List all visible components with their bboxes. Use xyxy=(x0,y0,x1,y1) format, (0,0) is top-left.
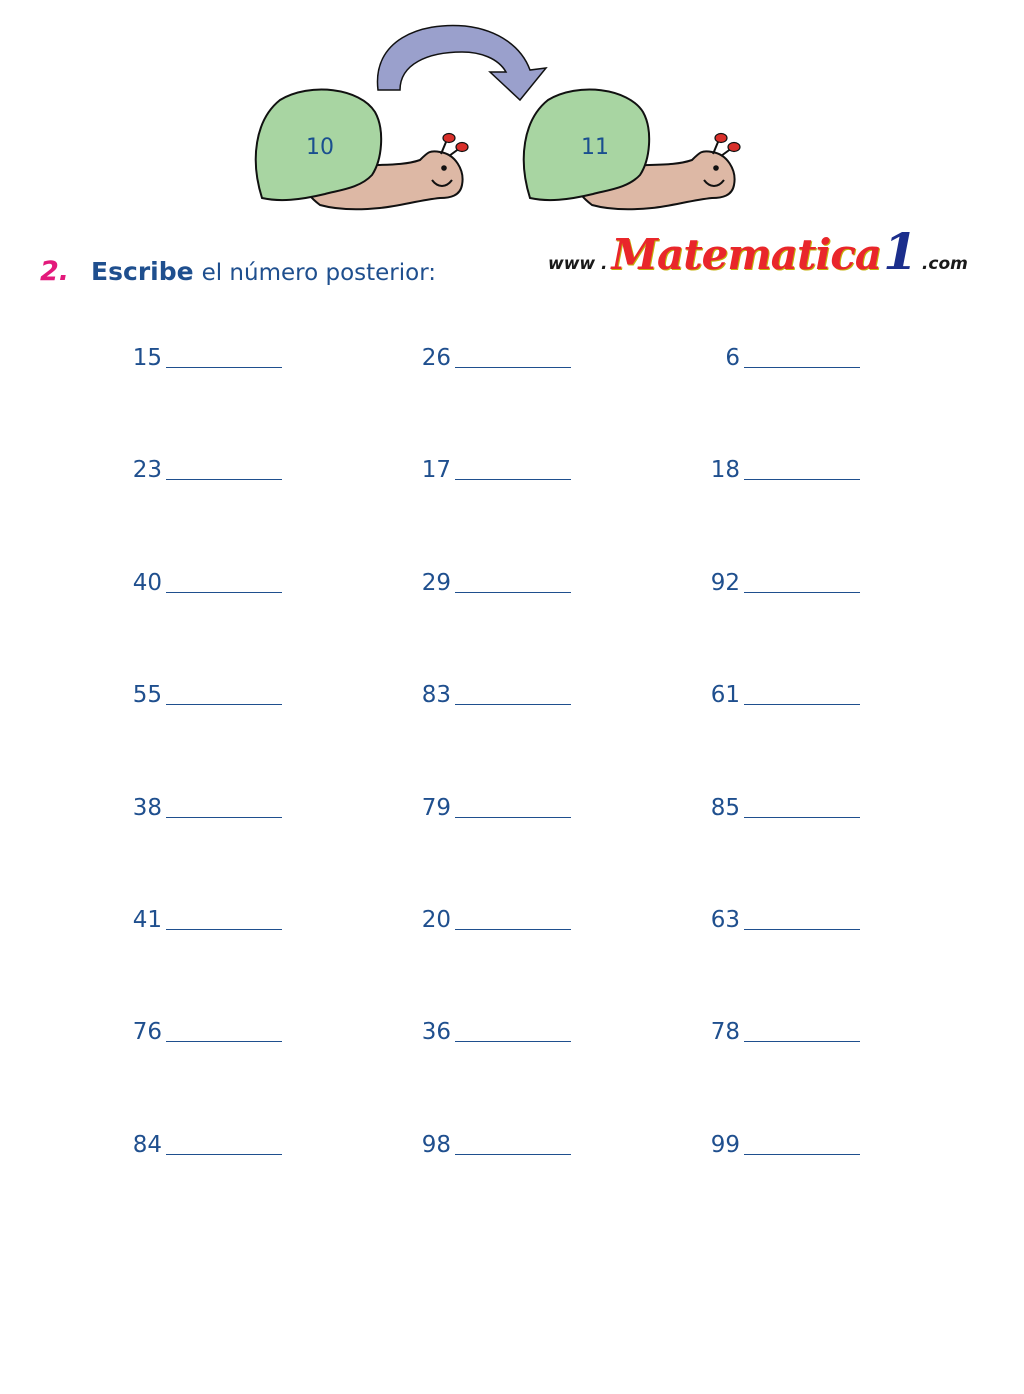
answer-blank[interactable] xyxy=(455,795,571,818)
answer-item xyxy=(706,340,860,372)
given-number: 20 xyxy=(421,907,451,933)
given-number: 29 xyxy=(421,570,451,596)
answer-item xyxy=(417,677,571,709)
answer-blank[interactable] xyxy=(744,682,860,705)
given-number: 41 xyxy=(132,907,162,933)
given-number: 83 xyxy=(421,682,451,708)
given-number: 78 xyxy=(710,1019,740,1045)
given-number: 92 xyxy=(710,570,740,596)
given-number: 85 xyxy=(710,795,740,821)
given-number: 63 xyxy=(710,907,740,933)
answer-item xyxy=(706,452,860,484)
answer-blank[interactable] xyxy=(744,570,860,593)
answer-item xyxy=(706,677,860,709)
given-number: 55 xyxy=(132,682,162,708)
instruction-text: el número posterior: xyxy=(201,260,437,286)
answer-blank[interactable] xyxy=(455,345,571,368)
answer-item xyxy=(706,565,860,597)
answer-item xyxy=(128,902,282,934)
answer-item xyxy=(128,790,282,822)
given-number: 17 xyxy=(421,457,451,483)
given-number: 79 xyxy=(421,795,451,821)
answer-item xyxy=(417,790,571,822)
logo-prefix: www . xyxy=(548,254,608,274)
instruction-bold: Escribe xyxy=(91,257,194,286)
answer-blank[interactable] xyxy=(455,682,571,705)
answer-item xyxy=(706,902,860,934)
answer-blank[interactable] xyxy=(744,907,860,930)
given-number: 36 xyxy=(421,1019,451,1045)
answer-blank[interactable] xyxy=(166,570,282,593)
given-number: 26 xyxy=(421,345,451,371)
answer-item xyxy=(706,1014,860,1046)
answer-blank[interactable] xyxy=(166,1132,282,1155)
answer-blank[interactable] xyxy=(166,457,282,480)
given-number: 6 xyxy=(725,345,740,371)
exercise-number: 2. xyxy=(40,256,70,287)
answer-blank[interactable] xyxy=(744,1132,860,1155)
answer-item xyxy=(128,1127,282,1159)
given-number: 15 xyxy=(132,345,162,371)
given-number: 38 xyxy=(132,795,162,821)
snail-left-number: 10 xyxy=(306,135,334,160)
answer-item xyxy=(128,340,282,372)
answer-blank[interactable] xyxy=(455,457,571,480)
answer-item xyxy=(417,902,571,934)
answer-item xyxy=(128,677,282,709)
answer-item xyxy=(417,1127,571,1159)
answer-item xyxy=(128,452,282,484)
answer-blank[interactable] xyxy=(744,1019,860,1042)
logo-brand: Matematica xyxy=(611,230,882,279)
given-number: 76 xyxy=(132,1019,162,1045)
answer-blank[interactable] xyxy=(166,795,282,818)
given-number: 18 xyxy=(710,457,740,483)
answer-blank[interactable] xyxy=(455,1019,571,1042)
snail-right-number: 11 xyxy=(581,135,609,160)
logo-suffix: .com xyxy=(921,254,968,274)
answer-blank[interactable] xyxy=(166,682,282,705)
answer-blank[interactable] xyxy=(166,345,282,368)
answer-item xyxy=(417,1014,571,1046)
answer-item xyxy=(417,452,571,484)
answer-item xyxy=(128,1014,282,1046)
answer-blank[interactable] xyxy=(744,345,860,368)
logo-brand-digit: 1 xyxy=(883,222,918,281)
answer-item xyxy=(128,565,282,597)
given-number: 40 xyxy=(132,570,162,596)
given-number: 98 xyxy=(421,1132,451,1158)
answer-blank[interactable] xyxy=(166,1019,282,1042)
answer-item xyxy=(706,1127,860,1159)
answer-blank[interactable] xyxy=(455,1132,571,1155)
answer-blank[interactable] xyxy=(744,795,860,818)
answer-item xyxy=(417,340,571,372)
given-number: 84 xyxy=(132,1132,162,1158)
answer-blank[interactable] xyxy=(455,570,571,593)
given-number: 23 xyxy=(132,457,162,483)
given-number: 61 xyxy=(710,682,740,708)
answer-blank[interactable] xyxy=(744,457,860,480)
answer-item xyxy=(417,565,571,597)
given-number: 99 xyxy=(710,1132,740,1158)
answer-blank[interactable] xyxy=(455,907,571,930)
answer-item xyxy=(706,790,860,822)
answer-blank[interactable] xyxy=(166,907,282,930)
